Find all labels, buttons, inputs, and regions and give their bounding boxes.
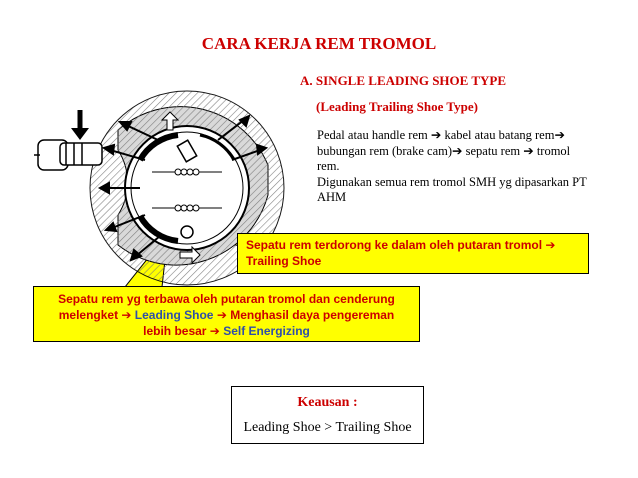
callout-leading-text: melengket ➔ bbox=[58, 308, 135, 322]
description-line: Digunakan semua rem tromol SMH yg dipasarkan PT bbox=[317, 174, 587, 189]
subtitle-alt: (Leading Trailing Shoe Type) bbox=[316, 99, 478, 114]
callout-leading-line2 bbox=[40, 307, 413, 323]
callout-trailing-shoe bbox=[237, 233, 589, 274]
subtitle-type: A. SINGLE LEADING SHOE TYPE bbox=[300, 73, 507, 88]
description-line: rem. bbox=[317, 159, 340, 173]
callout-leading-line3 bbox=[40, 323, 413, 339]
callout-leading-shoe bbox=[33, 286, 420, 342]
wear-title: Keausan : bbox=[297, 395, 358, 410]
leading-shoe-link: Leading Shoe bbox=[134, 308, 214, 322]
callout-trailing-line1: Sepatu rem terdorong ke dalam oleh putaran tromol ➔ bbox=[246, 238, 556, 252]
description-line: Pedal atau handle rem ➔ kabel atau batang rem➔ bbox=[317, 128, 565, 142]
wear-box bbox=[231, 386, 424, 444]
hand-lever-icon bbox=[34, 140, 102, 170]
self-energizing-link: Self Energizing bbox=[223, 324, 310, 338]
callout-leading-line1: Sepatu rem yg terbawa oleh putaran tromol dan cenderung bbox=[58, 292, 395, 306]
wear-text: Leading Shoe > Trailing Shoe bbox=[243, 420, 412, 435]
description-line: AHM bbox=[317, 190, 347, 204]
callout-leading-text: ➔ Menghasil daya pengereman bbox=[213, 308, 395, 322]
callout-trailing-line2: Trailing Shoe bbox=[246, 254, 322, 268]
callout-leading-text: lebih besar ➔ bbox=[143, 324, 224, 338]
page-title: CARA KERJA REM TROMOL bbox=[201, 34, 437, 53]
description-line: bubungan rem (brake cam)➔ sepatu rem ➔ tromol bbox=[317, 143, 571, 158]
